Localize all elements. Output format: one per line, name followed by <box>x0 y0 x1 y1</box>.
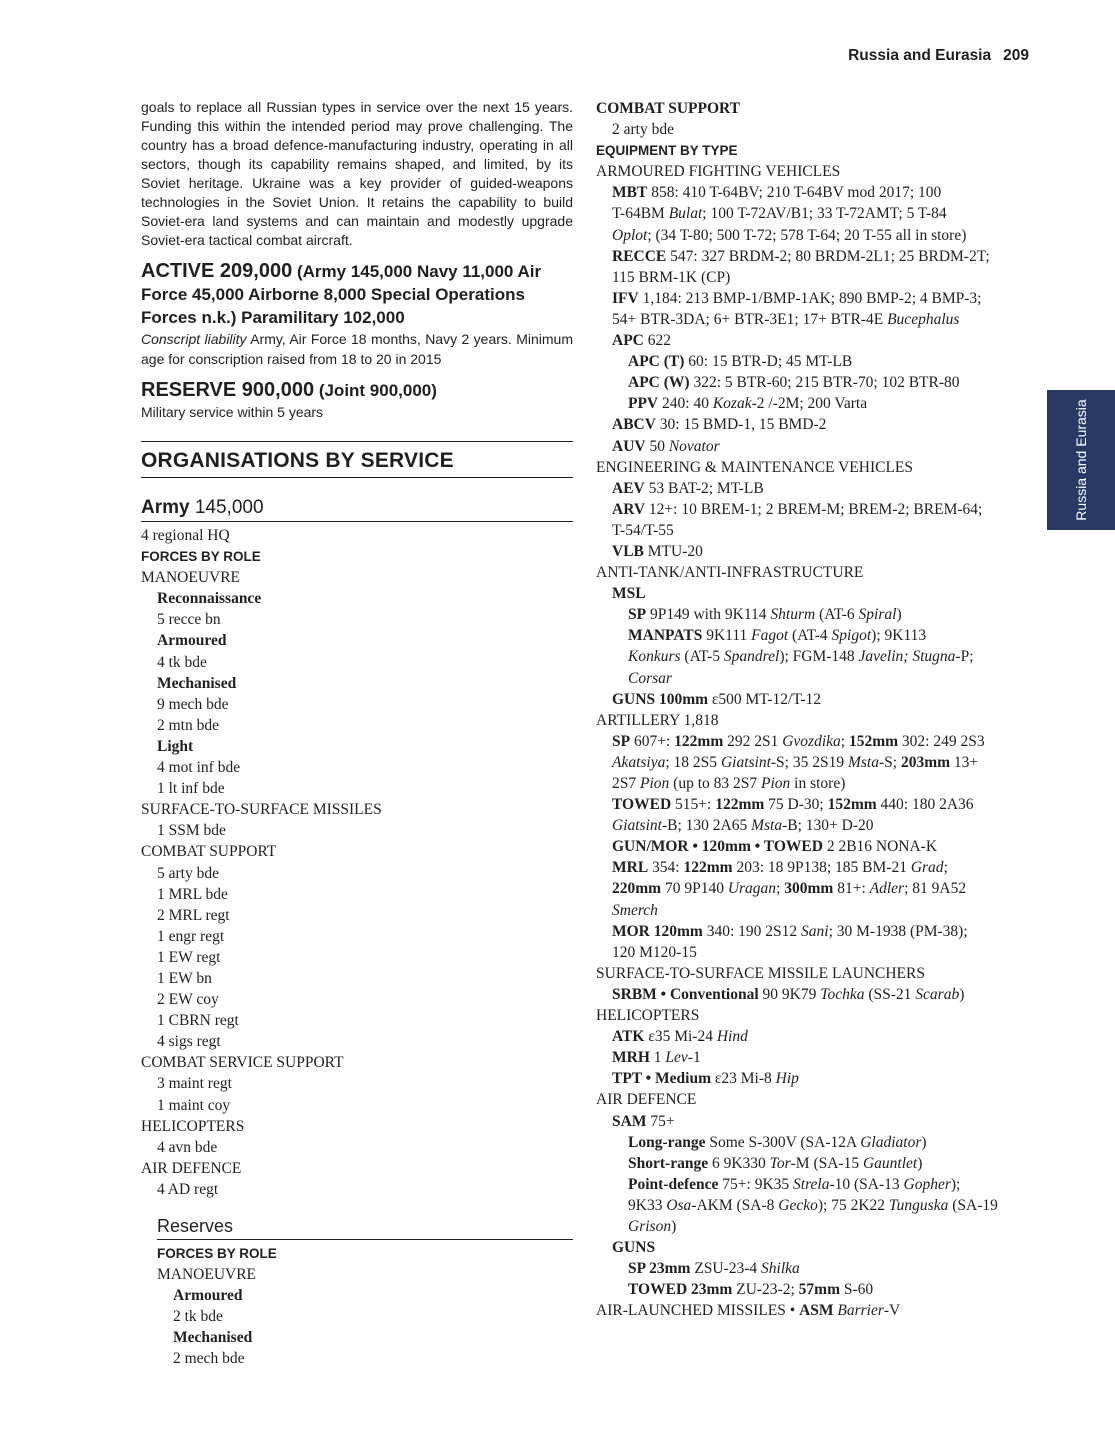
equipment-entry <box>596 836 1036 857</box>
text-run: ASM <box>799 1302 834 1320</box>
text-run: 9K33 <box>628 1196 667 1214</box>
conscript-paragraph <box>141 329 573 369</box>
category-heading: MANOEUVRE <box>141 569 241 587</box>
text-run: (AT-5 <box>680 648 724 666</box>
text-run: T-64BM <box>612 205 669 223</box>
text-run: 13+ <box>950 753 979 771</box>
text-run: GUN/MOR • 120mm • TOWED <box>612 838 823 856</box>
unit-type-heading: Light <box>157 737 194 755</box>
text-run: 292 2S1 <box>723 732 783 750</box>
unit-entry: 1 maint coy <box>157 1096 231 1114</box>
reserve-label: RESERVE 900,000 <box>141 379 315 401</box>
category-heading: MANOEUVRE <box>157 1266 257 1284</box>
equipment-entry <box>596 372 1036 393</box>
text-run: Javelin; Stugna <box>858 648 956 666</box>
equipment-entry-continued <box>596 267 1036 288</box>
text-run: Uragan <box>727 880 777 898</box>
equipment-entry-continued <box>596 1195 1036 1216</box>
text-run: ZU-23-2; <box>732 1281 799 1299</box>
text-run: 354: <box>648 859 684 877</box>
equipment-category <box>596 1300 1036 1321</box>
equipment-entry <box>596 499 1036 520</box>
equipment-entry-continued <box>596 878 1036 899</box>
text-run: MRH <box>612 1049 650 1067</box>
text-run: (AT-6 <box>815 606 859 624</box>
text-run: MANPATS <box>628 627 703 645</box>
text-run: ANTI-TANK/ANTI-INFRASTRUCTURE <box>596 564 864 582</box>
text-run: 152mm <box>848 732 899 750</box>
unit-entry: 9 mech bde <box>157 695 229 713</box>
text-run: Oplot <box>612 226 648 244</box>
text-run: Point-defence <box>628 1175 719 1193</box>
text-run: MOR 120mm <box>612 922 703 940</box>
text-run: 81+: <box>833 880 870 898</box>
text-run: Tor <box>769 1154 791 1172</box>
text-run: Sani <box>801 922 829 940</box>
text-run: 440: 180 2A36 <box>876 796 974 814</box>
text-run: ); FGM-148 <box>779 648 859 666</box>
equipment-entry-continued <box>596 1216 1036 1237</box>
equipment-entry <box>596 1068 1036 1089</box>
text-run: Lev <box>665 1049 688 1067</box>
text-run: 122mm <box>715 796 765 814</box>
category-heading: 4 regional HQ <box>141 527 230 544</box>
active-breakdown: (Army 145,000 Navy 11,000 Air Force 45,000 Airborne 8,000 Special Operations Forces n.k.) Paramilitary 102,000 <box>141 262 542 327</box>
equipment-entry-continued <box>596 520 1036 541</box>
text-run: Spiral <box>858 606 897 624</box>
equipment-entry <box>596 731 1036 752</box>
text-run: 115 BRM-1K (CP) <box>612 268 731 286</box>
text-run: 203mm <box>900 753 951 771</box>
unit-entry: 4 tk bde <box>157 653 207 671</box>
text-run: AEV <box>612 479 645 497</box>
equipment-entry <box>596 794 1036 815</box>
equipment-entry-continued <box>596 773 1036 794</box>
text-run: SAM <box>612 1112 647 1130</box>
text-run: 9P149 with 9K114 <box>646 606 771 624</box>
equipment-entry <box>596 583 1036 604</box>
text-run: ARMOURED FIGHTING VEHICLES <box>596 163 841 181</box>
text-run: Tochka <box>820 985 865 1003</box>
text-run: 12+: 10 BREM-1; 2 BREM-M; BREM-2; BREM-64; <box>645 500 983 518</box>
equipment-entry-continued <box>596 752 1036 773</box>
equipment-category <box>596 457 1036 478</box>
text-run: -B; 130+ D-20 <box>782 817 874 835</box>
text-run: -AKM (SA-8 <box>691 1196 779 1214</box>
text-run: Some S-300V (SA-12A <box>705 1133 861 1151</box>
text-run: 220mm <box>612 880 662 898</box>
text-run: T-54/T-55 <box>612 521 674 539</box>
role-heading: FORCES BY ROLE <box>157 1246 277 1261</box>
text-run: 70 9P140 <box>661 880 728 898</box>
side-tab-label: Russia and Eurasia <box>1073 399 1089 521</box>
text-run: Fagot <box>751 627 789 645</box>
text-run: ; 18 2S5 <box>665 753 721 771</box>
text-run: Grad <box>910 859 944 877</box>
unit-type-heading: Armoured <box>173 1287 243 1305</box>
text-run: Spigot <box>831 627 872 645</box>
unit-entry: 4 sigs regt <box>157 1033 221 1051</box>
equipment-entry-continued <box>596 900 1036 921</box>
text-run: HELICOPTERS <box>596 1007 700 1025</box>
text-run: APC <box>612 332 644 350</box>
text-run: AIR DEFENCE <box>596 1091 697 1109</box>
text-run: Gauntlet <box>862 1154 918 1172</box>
text-run: (SA-19 <box>948 1196 998 1214</box>
text-run: 515+: <box>671 796 716 814</box>
text-run: Konkurs <box>628 648 681 666</box>
equipment-entry <box>596 478 1036 499</box>
text-run: ); <box>950 1175 961 1193</box>
text-run: APC (W) <box>628 374 690 392</box>
text-run: ε35 Mi-24 <box>644 1028 717 1046</box>
text-run: SP <box>628 606 647 624</box>
text-run: 302: 249 2S3 <box>898 732 985 750</box>
unit-entry: 2 EW coy <box>157 991 219 1009</box>
unit-type-heading: Armoured <box>157 632 227 650</box>
unit-type-heading: Mechanised <box>173 1329 253 1347</box>
text-run: 53 BAT-2; MT-LB <box>644 479 764 497</box>
org-title: ORGANISATIONS BY SERVICE <box>141 442 573 478</box>
text-run: APC (T) <box>628 353 685 371</box>
text-run: 858: 410 T-64BV; 210 T-64BV mod 2017; 100 <box>647 184 942 202</box>
text-run: -2 /-2M; 200 Varta <box>751 395 868 413</box>
role-heading: FORCES BY ROLE <box>141 549 261 565</box>
text-run: AIR-LAUNCHED MISSILES • <box>596 1302 800 1320</box>
text-run: -S; 35 2S19 <box>770 753 848 771</box>
category-heading: HELICOPTERS <box>141 1117 245 1135</box>
org-section <box>141 441 573 478</box>
text-run: Long-range <box>628 1133 706 1151</box>
text-run: 1,184: 213 BMP-1/BMP-1AK; 890 BMP-2; 4 BMP-3; <box>638 289 982 307</box>
right-column <box>596 98 1036 1321</box>
text-run: 30: 15 BMD-1, 15 BMD-2 <box>655 416 827 434</box>
text-run: Gecko <box>778 1196 818 1214</box>
text-run: 75 D-30; <box>764 796 828 814</box>
equipment-category <box>596 161 1036 182</box>
text-run: Hip <box>775 1070 799 1088</box>
text-run: Short-range <box>628 1154 709 1172</box>
equipment-entry <box>596 436 1036 457</box>
equipment-category <box>596 1089 1036 1110</box>
text-run: Shilka <box>761 1260 800 1278</box>
category-heading: AIR DEFENCE <box>141 1159 242 1177</box>
page-number: 209 <box>1003 47 1029 64</box>
text-run: Spandrel <box>723 648 780 666</box>
equipment-entry <box>596 288 1036 309</box>
text-run: Pion <box>761 775 791 792</box>
equipment-entry <box>596 604 1036 625</box>
category-heading: COMBAT SERVICE SUPPORT <box>141 1054 344 1072</box>
text-run: 9K111 <box>702 627 752 645</box>
text-run: 322: 5 BTR-60; 215 BTR-70; 102 BTR-80 <box>689 374 960 392</box>
text-run: (up to 83 2S7 <box>669 775 761 792</box>
text-run: RECCE <box>612 247 667 265</box>
role-heading <box>596 140 1036 161</box>
reserves-heading: Reserves <box>157 1214 573 1240</box>
text-run: ) <box>671 1217 677 1235</box>
text-run: 1,818 <box>679 711 719 729</box>
text-run: ) <box>921 1133 927 1151</box>
text-run: 547: 327 BRDM-2; 80 BRDM-2L1; 25 BRDM-2T; <box>666 247 990 265</box>
equipment-entry-continued <box>596 646 1036 667</box>
text-run: S-60 <box>839 1281 874 1299</box>
text-run: ); 75 2K22 <box>817 1196 889 1214</box>
unit-entry: 2 mtn bde <box>157 716 219 734</box>
text-run: 340: 190 2S12 <box>702 922 802 940</box>
running-head-section: Russia and Eurasia <box>848 47 992 64</box>
equipment-entry <box>596 393 1036 414</box>
text-run: Barrier <box>837 1302 884 1320</box>
equipment-entry <box>596 1026 1036 1047</box>
equipment-entry <box>596 1111 1036 1132</box>
equipment-category <box>596 963 1036 984</box>
text-run: ATK <box>612 1028 645 1046</box>
equipment-entry <box>596 921 1036 942</box>
equipment-entry <box>596 1279 1036 1300</box>
text-run: Scarab <box>915 985 960 1003</box>
text-run: IFV <box>612 289 639 307</box>
text-run: (AT-4 <box>788 627 832 645</box>
text-run: 90 9K79 <box>758 985 821 1003</box>
text-run: 57mm <box>798 1281 840 1299</box>
text-run: ); 9K113 <box>871 627 927 645</box>
unit-entry: 1 SSM bde <box>157 822 226 840</box>
unit-entry: 1 EW bn <box>157 969 212 987</box>
text-run: 607+: <box>630 732 675 750</box>
text-run: MSL <box>612 585 646 603</box>
unit-entry: 1 engr regt <box>157 927 225 945</box>
text-run: ; <box>776 880 785 898</box>
equipment-entry <box>596 625 1036 646</box>
text-run: TOWED <box>612 796 672 814</box>
text-run: Novator <box>668 437 720 455</box>
text-run: MTU-20 <box>643 542 703 560</box>
equipment-entry-continued <box>596 309 1036 330</box>
text-run: Grison <box>628 1217 672 1235</box>
equipment-entry <box>596 246 1036 267</box>
equipment-entry <box>596 857 1036 878</box>
text-run: TPT • Medium <box>612 1070 712 1088</box>
text-run: Tunguska <box>888 1196 949 1214</box>
unit-type-heading: Mechanised <box>157 674 237 692</box>
text-run: 2 arty bde <box>612 121 674 139</box>
army-heading <box>141 495 573 522</box>
text-run: ; 100 T-72AV/B1; 33 T-72AMT; 5 T-84 <box>702 205 947 223</box>
text-run: Akatsiya <box>612 753 666 771</box>
unit-entry: 1 EW regt <box>157 948 221 966</box>
text-run: ; <box>943 859 948 877</box>
text-run: Gopher <box>903 1175 951 1193</box>
text-run: 50 <box>645 437 669 455</box>
equipment-entry <box>596 414 1036 435</box>
text-run: EQUIPMENT BY TYPE <box>596 143 738 159</box>
text-run: 203: 18 9P138; 185 BM-21 <box>732 859 911 877</box>
text-run: ε23 Mi-8 <box>711 1070 776 1088</box>
text-run: Giatsint <box>612 817 662 835</box>
running-head <box>848 47 1029 65</box>
equipment-entry <box>596 1132 1036 1153</box>
text-run: Bulat <box>668 205 703 223</box>
text-run: Kozak <box>712 395 752 413</box>
text-run: 240: 40 <box>658 395 713 413</box>
equipment-entry <box>596 541 1036 562</box>
text-run: MRL <box>612 859 649 877</box>
category-heading: COMBAT SUPPORT <box>141 843 277 861</box>
text-run: ABCV <box>612 416 656 434</box>
army-name: Army <box>141 497 190 518</box>
equipment-entry-continued <box>596 203 1036 224</box>
text-run: Msta <box>847 753 879 771</box>
text-run: GUNS <box>612 1239 656 1257</box>
left-column <box>141 98 573 1370</box>
text-run: 300mm <box>784 880 834 898</box>
intro-paragraph: goals to replace all Russian types in service over the next 15 years. Funding this within the intended period may prove challenging. The country has a broad defence-manufacturing industry, operating in all sectors, though its capability remains shaped, and limited, by its Soviet heritage. Ukraine was a key provider of guided-weapons technologies in the Soviet Union. It retains the capability to build Soviet-era land systems and can maintain and modestly upgrade Soviet-era tactical combat aircraft. <box>141 99 573 248</box>
equipment-entry <box>596 182 1036 203</box>
text-run: COMBAT SUPPORT <box>596 100 740 117</box>
equipment-category <box>596 1005 1036 1026</box>
text-run: 1 <box>649 1049 666 1067</box>
text-run: -P; <box>955 648 974 666</box>
equipment-entry <box>596 1174 1036 1195</box>
equipment-entry <box>596 1153 1036 1174</box>
unit-entry: 4 AD regt <box>157 1180 219 1198</box>
category-heading: SURFACE-TO-SURFACE MISSILES <box>141 801 382 819</box>
text-run: 2 2B16 NONA-K <box>822 838 938 856</box>
text-run: Corsar <box>628 669 672 687</box>
text-run: Adler <box>869 880 905 898</box>
text-run: Strela <box>793 1175 830 1193</box>
text-run: -V <box>883 1302 901 1320</box>
text-run: Osa <box>666 1196 692 1214</box>
text-run: in store) <box>790 775 846 792</box>
text-run: PPV <box>628 395 659 413</box>
text-run: TOWED 23mm <box>628 1281 733 1299</box>
text-run: 54+ BTR-3DA; 6+ BTR-3E1; 17+ BTR-4E <box>612 310 888 328</box>
text-run: SP 23mm <box>628 1260 691 1278</box>
equipment-entry <box>596 351 1036 372</box>
text-run: ZSU-23-4 <box>690 1260 762 1278</box>
text-run: SURFACE-TO-SURFACE MISSILE LAUNCHERS <box>596 964 925 982</box>
text-run: -M (SA-15 <box>790 1154 863 1172</box>
equipment-entry-continued <box>596 668 1036 689</box>
text-run: 152mm <box>827 796 877 814</box>
text-run: ) <box>917 1154 923 1172</box>
text-run: 120 M120-15 <box>612 943 697 961</box>
equipment-category <box>596 562 1036 583</box>
text-run: ) <box>896 606 902 624</box>
unit-entry: 1 MRL bde <box>157 885 228 903</box>
text-run: 122mm <box>674 732 724 750</box>
text-run: Hind <box>716 1028 748 1046</box>
text-run: -S; <box>878 753 901 771</box>
unit-entry: 3 maint regt <box>157 1075 232 1093</box>
text-run: Bucephalus <box>887 310 960 328</box>
side-tab <box>1047 390 1115 530</box>
text-run: 122mm <box>683 859 733 877</box>
text-run: ENGINEERING & MAINTENANCE VEHICLES <box>596 458 914 476</box>
text-run: 75+ <box>646 1112 675 1130</box>
text-run: AUV <box>612 437 646 455</box>
equipment-category <box>596 98 1036 119</box>
equipment-entry <box>596 1237 1036 1258</box>
text-run: ) <box>959 985 965 1003</box>
text-run: ; 81 9A52 <box>904 880 967 898</box>
active-heading <box>141 260 573 329</box>
reserve-heading <box>141 379 573 402</box>
active-label: ACTIVE 209,000 <box>141 260 293 282</box>
conscript-text: Army, Air Force 18 months, Navy 2 years. Minimum age for conscription raised from 18 to 20 in 2015 <box>141 331 573 367</box>
equipment-category <box>596 710 1036 731</box>
conscript-label: Conscript liability <box>141 331 247 347</box>
text-run: 60: 15 BTR-D; 45 MT-LB <box>684 353 853 371</box>
unit-entry: 2 MRL regt <box>157 906 230 924</box>
text-run: Shturm <box>770 606 816 624</box>
text-run: Msta <box>751 817 783 835</box>
text-run: ARTILLERY <box>596 711 680 729</box>
text-run: Giatsint <box>720 753 771 771</box>
text-run: Gvozdika <box>782 732 841 750</box>
equipment-entry-continued <box>596 225 1036 246</box>
unit-entry: 4 avn bde <box>157 1138 218 1156</box>
text-run: -B; 130 2A65 <box>661 817 752 835</box>
text-run: SP <box>612 732 631 750</box>
text-run: VLB <box>612 542 644 560</box>
unit-entry: 1 lt inf bde <box>157 780 225 798</box>
text-run: ; <box>840 732 849 750</box>
unit-entry: 1 CBRN regt <box>157 1012 239 1030</box>
equipment-entry-continued <box>596 942 1036 963</box>
reserve-breakdown: (Joint 900,000) <box>318 381 437 400</box>
unit-entry: 2 mech bde <box>173 1350 245 1368</box>
text-run: -10 (SA-13 <box>829 1175 904 1193</box>
text-run: -1 <box>687 1049 701 1067</box>
text-run: SRBM • Conventional <box>612 985 759 1003</box>
text-run: MBT <box>612 184 648 202</box>
reserve-text: Military service within 5 years <box>141 404 324 420</box>
text-run: ; 30 M-1938 (PM-38); <box>828 922 968 940</box>
text-run: 622 <box>643 332 671 350</box>
text-run: ε500 MT-12/T-12 <box>708 690 822 708</box>
unit-type-heading: Reconnaissance <box>157 590 262 608</box>
text-run: 2S7 <box>612 775 640 792</box>
unit-entry: 5 recce bn <box>157 611 221 629</box>
army-strength: 145,000 <box>194 497 264 518</box>
text-run: ; (34 T-80; 500 T-72; 578 T-64; 20 T-55 all in store) <box>647 226 967 244</box>
text-run: ARV <box>612 500 646 518</box>
equipment-entry <box>596 1047 1036 1068</box>
text-run: Pion <box>640 775 670 792</box>
equipment-entry-continued <box>596 815 1036 836</box>
equipment-entry <box>596 984 1036 1005</box>
text-run: 6 9K330 <box>708 1154 770 1172</box>
equipment-entry <box>596 330 1036 351</box>
unit-entry: 4 mot inf bde <box>157 759 241 777</box>
unit-entry: 5 arty bde <box>157 864 219 882</box>
equipment-entry <box>596 119 1036 140</box>
text-run: Smerch <box>612 901 658 919</box>
equipment-entry <box>596 689 1036 710</box>
text-run: (SS-21 <box>864 985 916 1003</box>
army-list <box>141 525 573 1200</box>
text-run: GUNS 100mm <box>612 690 709 708</box>
text-run: Gladiator <box>860 1133 922 1151</box>
unit-entry: 2 tk bde <box>173 1308 223 1326</box>
reserves-list <box>141 1243 573 1370</box>
equipment-entry <box>596 1258 1036 1279</box>
text-run: 75+: 9K35 <box>718 1175 794 1193</box>
